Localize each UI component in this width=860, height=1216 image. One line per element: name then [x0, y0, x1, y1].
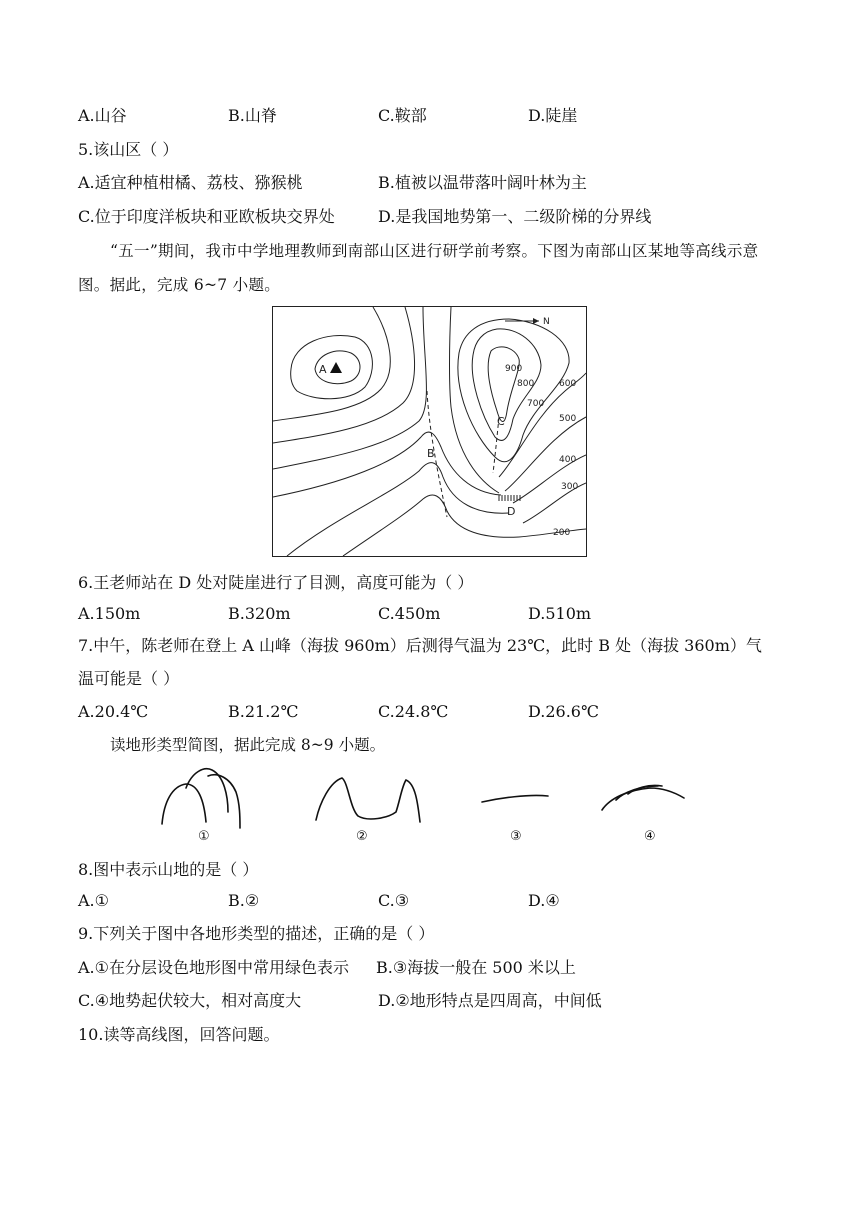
- point-label-c: C: [497, 415, 505, 428]
- point-label-b: B: [427, 447, 435, 460]
- cliff-hatch: [499, 495, 520, 501]
- q5-option-d[interactable]: D.是我国地势第一、二级阶梯的分界线: [378, 207, 652, 226]
- q6-option-c[interactable]: C.450m: [378, 604, 441, 623]
- point-label-d: D: [507, 505, 516, 518]
- q5-option-b[interactable]: B.植被以温带落叶阔叶林为主: [378, 173, 587, 192]
- contour-label-700: 700: [527, 399, 545, 409]
- q7-option-d[interactable]: D.26.6℃: [528, 702, 599, 721]
- contour-label-200: 200: [553, 528, 571, 538]
- q4-option-a[interactable]: A.山谷: [78, 106, 127, 125]
- q4-option-b[interactable]: B.山脊: [228, 106, 277, 125]
- q5-option-a[interactable]: A.适宜种植柑橘、荔枝、猕猴桃: [78, 173, 303, 192]
- q7-stem-line2: 温可能是（ ）: [78, 669, 180, 688]
- q9-option-d[interactable]: D.②地形特点是四周高，中间低: [378, 991, 602, 1010]
- q9-stem: 9.下列关于图中各地形类型的描述，正确的是（ ）: [78, 924, 435, 943]
- contour-map-svg: [273, 307, 586, 556]
- contour-label-800: 800: [517, 379, 535, 389]
- q7-option-b[interactable]: B.21.2℃: [228, 702, 299, 721]
- intro-8-9: 读地形类型简图，据此完成 8~9 小题。: [110, 736, 386, 754]
- contour-label-300: 300: [561, 482, 579, 492]
- landform-label-1: ①: [198, 829, 210, 844]
- q6-option-d[interactable]: D.510m: [528, 604, 592, 623]
- contour-label-900: 900: [505, 364, 523, 374]
- q6-option-b[interactable]: B.320m: [228, 604, 291, 623]
- q8-option-b[interactable]: B.②: [228, 891, 260, 910]
- q5-option-c[interactable]: C.位于印度洋板块和亚欧板块交界处: [78, 207, 335, 226]
- landform-label-3: ③: [510, 829, 522, 844]
- q8-option-a[interactable]: A.①: [78, 891, 109, 910]
- landform-diagrams-svg: [150, 762, 710, 852]
- q6-option-a[interactable]: A.150m: [78, 604, 141, 623]
- contour-map: [272, 306, 587, 557]
- q10-stem: 10.读等高线图，回答问题。: [78, 1025, 280, 1044]
- landform-diagrams: [150, 762, 710, 852]
- point-label-a: A: [319, 363, 327, 376]
- q5-stem: 5.该山区（ ）: [78, 140, 179, 159]
- q9-option-c[interactable]: C.④地势起伏较大，相对高度大: [78, 991, 302, 1010]
- q6-stem: 6.王老师站在 D 处对陡崖进行了目测，高度可能为（ ）: [78, 573, 474, 592]
- q7-stem-line1: 7.中午，陈老师在登上 A 山峰（海拔 960m）后测得气温为 23℃，此时 B 处（海拔 360m）气: [78, 636, 762, 655]
- q8-option-d[interactable]: D.④: [528, 891, 560, 910]
- intro-6-7: “五一”期间，我市中学地理教师到南部山区进行研学前考察。下图为南部山区某地等高线示意图。据此，完成 6~7 小题。: [78, 242, 759, 294]
- contour-label-500: 500: [559, 414, 577, 424]
- q8-stem: 8.图中表示山地的是（ ）: [78, 860, 259, 879]
- q8-option-c[interactable]: C.③: [378, 891, 410, 910]
- contour-label-400: 400: [559, 455, 577, 465]
- q4-option-d[interactable]: D.陡崖: [528, 106, 578, 125]
- q7-option-a[interactable]: A.20.4℃: [78, 702, 149, 721]
- contour-label-600: 600: [559, 379, 577, 389]
- landform-label-2: ②: [356, 829, 368, 844]
- peak-triangle-icon: [330, 362, 342, 373]
- q4-option-c[interactable]: C.鞍部: [378, 106, 427, 125]
- q9-option-a[interactable]: A.①在分层设色地形图中常用绿色表示: [78, 958, 349, 977]
- q7-option-c[interactable]: C.24.8℃: [378, 702, 449, 721]
- north-label: N: [543, 317, 550, 327]
- landform-label-4: ④: [644, 829, 656, 844]
- q9-option-b[interactable]: B.③海拔一般在 500 米以上: [376, 958, 576, 977]
